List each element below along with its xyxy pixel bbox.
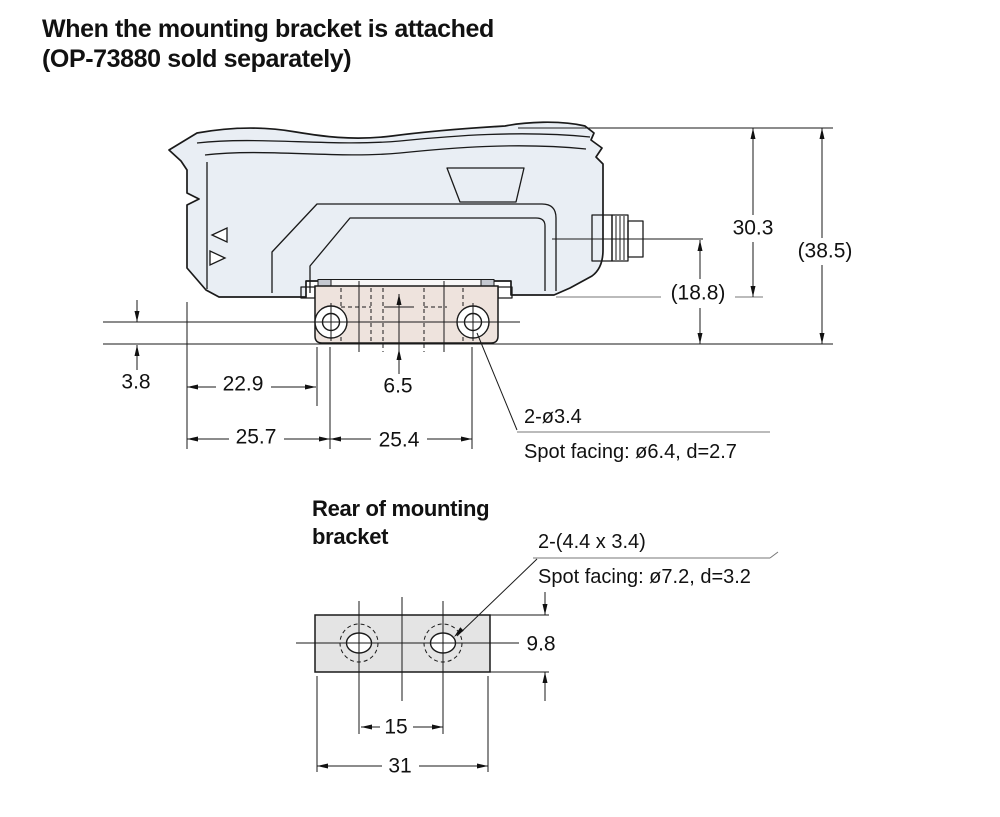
rear-heading-line-1: Rear of mounting [312,496,490,521]
dimension-25-7 [187,426,330,449]
dim-label-3-8: 3.8 [121,370,151,394]
hole-callout-label: 2-ø3.4 [524,406,582,428]
dimension-31 [317,755,488,778]
dimension-22-9 [187,373,316,396]
dimension-9-8 [526,592,555,701]
hole-callout [477,333,770,463]
dim-label-9-8: 9.8 [526,632,556,656]
rear-slot-callout-detail-label: Spot facing: ø7.2, d=3.2 [538,566,751,588]
dimension-3-8 [121,300,150,394]
rear-slot-callout-label: 2-(4.4 x 3.4) [538,531,646,553]
dim-label-38-5: (38.5) [797,239,853,263]
dimension-15 [361,716,443,739]
dim-label-18-8: (18.8) [670,281,726,305]
dim-label-31: 31 [388,754,412,778]
title-line-2: (OP-73880 sold separately) [42,45,352,73]
title-line-1: When the mounting bracket is attached [42,15,494,43]
dim-label-22-9: 22.9 [222,372,264,396]
dimension-30-3 [733,128,774,297]
rear-slot-callout [454,531,778,637]
dim-label-25-7: 25.7 [235,425,277,449]
rear-heading-line-2: bracket [312,524,389,549]
sensor-side-view [103,122,852,463]
bracket-tab-right [498,287,512,298]
dim-label-15: 15 [384,715,408,739]
dim-label-30-3: 30.3 [732,216,774,240]
dimension-38-5 [798,128,853,344]
dim-label-6-5: 6.5 [383,374,413,398]
dimension-18-8 [671,240,726,344]
hole-callout-detail-label: Spot facing: ø6.4, d=2.7 [524,441,737,463]
dimension-25-4 [330,429,472,452]
bracket-rear-view [296,531,778,778]
dim-label-25-4: 25.4 [378,428,420,452]
sensor-body-outline [169,122,603,297]
